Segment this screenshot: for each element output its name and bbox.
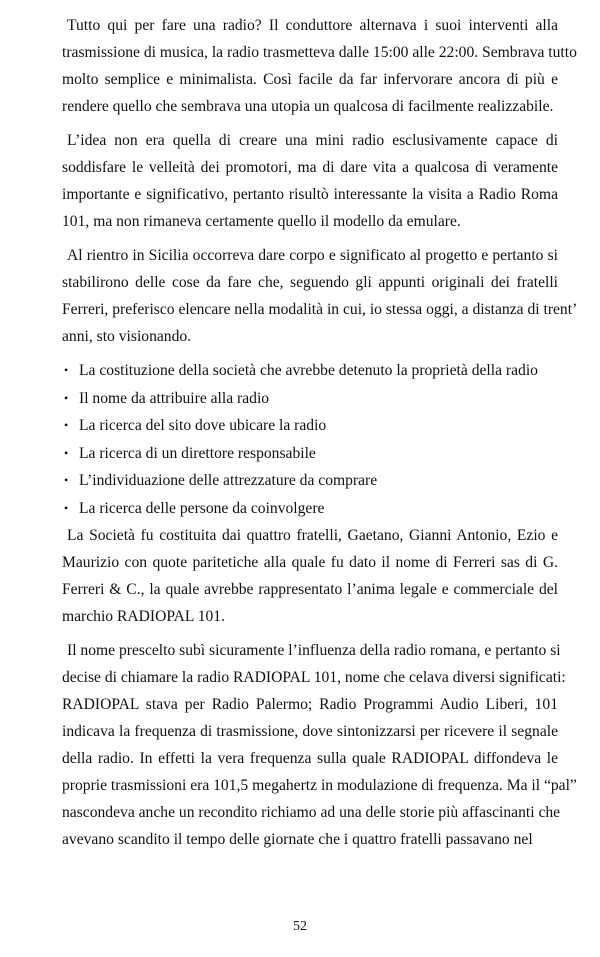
text-line: Al rientro in Sicilia occorreva dare corpo e significato al progetto e pertanto si [67,247,558,264]
bullet-dot-icon: • [64,418,69,432]
list-item [62,495,558,523]
bullet-dot-icon: • [64,363,69,377]
top-paragraphs [62,12,578,350]
bullet-dot-icon: • [64,473,69,487]
list-item-text: La ricerca del sito dove ubicare la radio [79,417,327,434]
text-line: Ferreri & C., la quale avrebbe rappresentato l’anima legale e commerciale del [62,581,558,598]
text-line: proprie trasmissioni era 101,5 megahertz in modulazione di frequenza. Ma il “pal” [62,777,577,794]
paragraph [62,637,577,853]
bullet-dot-icon: • [64,445,69,460]
text-line: Il nome prescelto subì sicuramente l’influenza della radio romana, e pertanto si [67,642,561,659]
list-item [62,357,558,385]
list-item [62,467,558,495]
bullet-dot-icon: • [64,390,69,405]
text-line: della radio. In effetti la vera frequenza sulla quale RADIOPAL diffondeva le [62,750,558,767]
bullet-dot-icon: • [64,500,69,515]
bullet-list [62,357,558,522]
text-line: marchio RADIOPAL 101. [62,608,226,625]
text-line: Tutto qui per fare una radio? Il conduttore alternava i suoi interventi alla [67,17,558,34]
bottom-paragraphs [62,522,577,853]
text-line: decise di chiamare la radio RADIOPAL 101, nome che celava diversi significati: [62,669,566,686]
list-item-text: Il nome da attribuire alla radio [79,389,270,407]
text-line: anni, sto visionando. [62,328,192,345]
list-item [62,440,558,468]
text-line: 101, ma non rimaneva certamente quello il modello da emulare. [62,213,461,230]
page-body [62,12,578,860]
text-line: molto semplice e minimalista. Così facile da far infervorare ancora di più e [62,71,558,88]
paragraph [62,522,558,630]
list-item [62,385,558,413]
text-line: avevano scandito il tempo delle giornate che i quattro fratelli passavano nel [62,831,533,848]
text-line: soddisfare le velleità dei promotori, ma di dare vita a qualcosa di veramente [62,159,558,176]
text-line: RADIOPAL stava per Radio Palermo; Radio Programmi Audio Liberi, 101 [62,696,558,713]
text-line: Ferreri, preferisco elencare nella modalità in cui, io stessa oggi, a distanza di trent’ [62,301,578,318]
paragraph [62,127,558,235]
text-line: trasmissione di musica, la radio trasmetteva dalle 15:00 alle 22:00. Sembrava tutto [62,44,577,61]
text-line: indicava la frequenza di trasmissione, dove sintonizzarsi per ricevere il segnale [62,723,558,740]
text-line: stabilirono delle cose da fare che, seguendo gli appunti originali dei fratelli [62,274,558,291]
list-item-text: L’individuazione delle attrezzature da comprare [79,472,378,489]
page-number: 52 [293,919,307,934]
text-line: La Società fu costituita dai quattro fratelli, Gaetano, Gianni Antonio, Ezio e [67,527,558,544]
paragraph [62,242,578,350]
list-item-text: La ricerca delle persone da coinvolgere [79,499,325,517]
text-line: importante e significativo, pertanto risultò interessante la visita a Radio Roma [62,186,558,203]
text-line: rendere quello che sembrava una utopia un qualcosa di facilmente realizzabile. [62,98,554,115]
paragraph [62,12,577,120]
list-item-text: La ricerca di un direttore responsabile [79,444,316,462]
text-line: nascondeva anche un recondito richiamo ad una delle storie più affascinanti che [62,804,561,821]
text-line: L’idea non era quella di creare una mini radio esclusivamente capace di [67,132,558,149]
text-line: Maurizio con quote paritetiche alla quale fu dato il nome di Ferreri sas di G. [62,554,558,571]
list-item [62,412,558,440]
list-item-text: La costituzione della società che avrebbe detenuto la proprietà della radio [79,362,538,379]
